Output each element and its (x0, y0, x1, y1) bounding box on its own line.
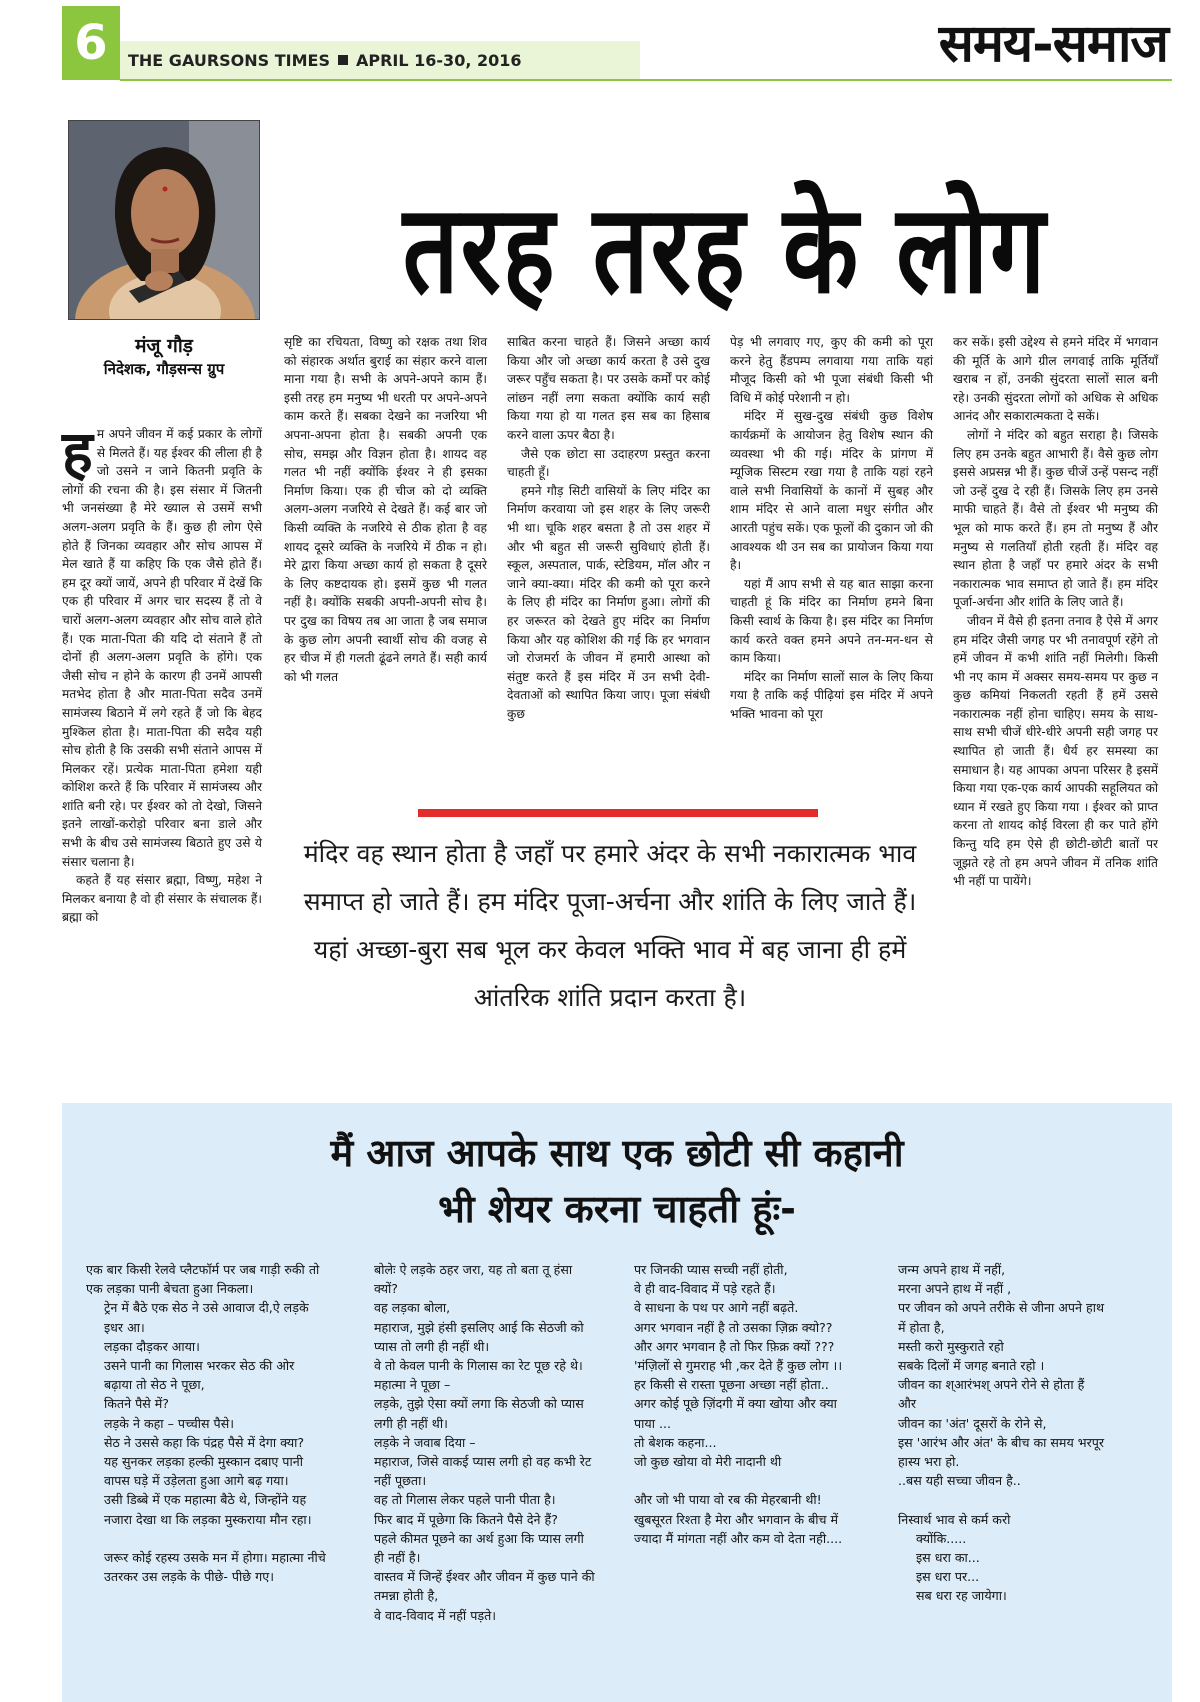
article-paragraph: साबित करना चाहते हैं। जिसने अच्छा कार्य किया और जो अच्छा कार्य करता है उसे दुख जरूर पहुँच सकता है। पर उसके कर्मों पर कोई लांछन नहीं लगा सकता क्योंकि कार्य सही किया गया हो या गलत इस सब का हिसाब करने वाला ऊपर बैठा है। (507, 335, 710, 442)
story-line: जन्म अपने हाथ में नहीं, (898, 1262, 1006, 1277)
pull-quote-bar (418, 809, 818, 817)
story-title (62, 1125, 1172, 1237)
article-column-4 (730, 333, 933, 723)
story-line: निस्वार्थ भाव से कर्म करो (898, 1511, 1011, 1527)
story-column-4 (880, 1260, 1110, 1606)
story-line: वे ही वाद-विवाद में पड़े रहते हैं। (634, 1281, 776, 1297)
story-line: खुबसूरत रिश्ता है मेरा और भगवान के बीच में (634, 1511, 839, 1527)
section-title: समय-समाज (938, 13, 1168, 74)
story-line: बोलेः ऐ लड़के ठहर जरा, यह तो बता तू हंसा क्यों? (374, 1262, 573, 1297)
story-line: लड़का दौड़कर आया। (104, 1338, 200, 1354)
story-title-line: मैं आज आपके साथ एक छोटी सी कहानी (330, 1131, 904, 1175)
story-line: लड़के ने कहा – पच्चीस पैसे। (104, 1415, 234, 1431)
story-line: मस्ती करो मुस्कुराते रहो (898, 1338, 1004, 1354)
story-line: और अगर भगवान है तो फिर फ़िक्र क्यों ??? (634, 1338, 835, 1354)
story-column-2 (356, 1260, 596, 1625)
story-line: वह लड़का बोला, (374, 1300, 451, 1316)
article-paragraph: कहते हैं यह संसार ब्रह्मा, विष्णु, महेश ने मिलकर बनाया है वो ही संसार के संचालक हैं। ब्रह्मा को (62, 873, 262, 925)
drop-cap: ह (62, 418, 93, 486)
article-column-1 (62, 418, 262, 927)
story-line: मरना अपने हाथ में नहीं , (898, 1281, 1012, 1297)
story-line (86, 1529, 326, 1548)
story-line: जीवन का 'अंत' दूसरों के रोने से, (898, 1415, 1047, 1431)
story-line: सबके दिलों में जगह बनाते रहो । (898, 1358, 1045, 1374)
story-line: अगर भगवान नहीं है तो उसका ज़िक्र क्यो?? (634, 1319, 833, 1335)
story-line: उसने पानी का गिलास भरकर सेठ की ओर बढ़ाया तो सेठ ने पूछा, (104, 1358, 295, 1393)
story-line: क्योंकि..... (916, 1530, 967, 1546)
article-paragraph: जीवन में वैसे ही इतना तनाव है ऐसे में अगर हम मंदिर जैसी जगह पर भी तनावपूर्ण रहेंगे तो हमें जीवन में कभी शांति नहीं मिलेगी। किसी भी नए काम में अक्सर समय-समय पर कुछ न कुछ कमियां निकलती रहती हैं हमें उससे नकारात्मक नहीं होना चाहिए। समय के साथ-साथ सभी चीजें धीरे-धीरे अपनी सही जगह पर स्थापित हो जाती हैं। धैर्य हर समस्या का समाधान है। यह आपका अपना परिसर है इसमें किया गया एक-एक कार्य आपकी सहूलियत को ध्यान में रखते हुए किया गया । ईश्वर को प्राप्त करना तो शायद कोई विरला ही कर पाते होंगे किन्तु यदि हम ऐसे ही छोटी-छोटी बातों पर जूझते रहे तो हम अपने जीवन में तनिक शांति भी नहीं पा पायेंगे। (953, 613, 1158, 889)
author-role: निदेशक, गौड़सन्स ग्रुप (103, 360, 225, 378)
story-column-1 (86, 1260, 326, 1586)
article-headline: तरह तरह के लोग (402, 178, 1048, 322)
page-number: 6 (62, 6, 120, 80)
article-column-3 (507, 333, 710, 723)
story-line (880, 1490, 1110, 1509)
story-line: वास्तव में जिन्हें ईश्वर और जीवन में कुछ पाने की तमन्ना होती है, (374, 1569, 595, 1604)
story-line: वह तो गिलास लेकर पहले पानी पीता है। (374, 1492, 556, 1508)
article-column-2 (284, 333, 487, 686)
story-line: पर जिनकी प्यास सच्ची नहीं होती, (634, 1262, 788, 1277)
story-line: सब धरा रह जायेगा। (916, 1588, 1007, 1604)
story-line: ट्रेन में बैठे एक सेठ ने उसे आवाज दी,ऐ लड़के इधर आ। (104, 1300, 309, 1335)
story-line: अगर कोई पूछे ज़िंदगी में क्या खोया और क्या पाया ... (634, 1396, 837, 1431)
story-line: लड़के ने जवाब दिया – (374, 1434, 476, 1450)
article-paragraph: सृष्टि का रचियता, विष्णु को रक्षक तथा शिव को संहारक अर्थात बुराई का संहार करने वाला माना गया है। सभी के अपने-अपने काम हैं। इसी तरह हम मनुष्य भी धरती पर अपने-अपने काम करते हैं। सबका देखने का नजरिया भी अपना-अपना होता है। सबकी अपनी एक सोच, समझ और विज्ञन होता है। शायद वह गलत भी नहीं क्योंकि ईश्वर ने ही इसका निर्माण किया। एक ही चीज को दो व्यक्ति अलग-अलग नजरिये से देखते हैं। कई बार जो किसी व्यक्ति के नजरिये से ठीक होता है वह शायद दूसरे व्यक्ति के नजरिये में ठीक न हो। मेरे द्वारा किया अच्छा कार्य हो सकता है दूसरे के लिए कष्टदायक हो। इसमें कुछ भी गलत नहीं है। क्योंकि सबकी अपनी-अपनी सोच है। पर दुख का विषय तब आ जाता है जब समाज के कुछ लोग अपनी स्वार्थी सोच की वजह से हर चीज में ही गलती ढूंढने लगते हैं। सही कार्य को भी गलत (284, 335, 487, 684)
issue-date: APRIL 16-30, 2016 (356, 50, 522, 70)
page-header (62, 6, 1172, 80)
story-line: जीवन का श्आरंभश् अपने रोने से होता हैं (898, 1377, 1085, 1393)
story-line: 'मंज़िलों से गुमराह भी ,कर देते हैं कुछ लोग ।। (634, 1358, 843, 1374)
publication-name: THE GAURSONS TIMES (128, 50, 330, 70)
pull-quote: मंदिर वह स्थान होता है जहाँ पर हमारे अंदर के सभी नकारात्मक भाव समाप्त हो जाते हैं। हम मंदिर पूजा-अर्चना और शांति के लिए जाते हैं। यहां अच्छा-बुरा सब भूल कर केवल भक्ति भाव में बह जाना ही हमें आंतरिक शांति प्रदान करता है। (303, 839, 917, 1012)
story-line (616, 1471, 856, 1490)
story-line: महात्मा ने पूछा – (374, 1377, 451, 1393)
article-paragraph: हम अपने जीवन में कई प्रकार के लोगों से मिलते हैं। यह ईश्वर की लीला ही है जो उसने न जाने कितनी प्रवृति के लोगों की रचना की है। इस संसार में जितनी भी जनसंख्या है मेरे ख्याल से उसमें सभी अलग-अलग प्रवृति के हैं। कुछ ही लोग ऐसे होते हैं जिनका व्यवहार और सोच आपस में मेल खाते हैं या कहिए कि एक जैसे होते हैं। हम दूर क्यों जायें, अपने ही परिवार में देखें कि एक ही परिवार में अगर चार सदस्य हैं तो वे चारों अलग-अलग व्यवहार और सोच वाले होते हैं। एक माता-पिता की यदि दो संताने हैं तो दोनों ही अलग-अलग प्रवृति के होंगे। एक जैसी सोच न होने के कारण ही उनमें आपसी मतभेद होता है और माता-पिता सदैव उनमें सामंजस्य बिठाने में लगे रहते हैं जो कि बेहद मुश्किल होता है। माता-पिता की सदैव यही सोच होती है कि उसकी सभी संताने आपस में मिलकर रहें। प्रत्येक माता-पिता हमेशा यही कोशिश करते हैं कि परिवार में सामंजस्य और शांति बनी रहे। पर ईश्वर को तो देखो, जिसने इतने लाखों-करोड़ो परिवार बना डाले और सभी के बीच उसे सामंजस्य बिठाते हुए उसे ये संसार चलाना है। (62, 418, 262, 869)
article-paragraph: यहां मैं आप सभी से यह बात साझा करना चाहती हूं कि मंदिर का निर्माण हमने बिना किसी स्वार्थ के किया है। इस मंदिर का निर्माण कार्य करते वक्त हमने अपने तन-मन-धन से काम किया। (730, 576, 933, 666)
story-line: कितने पैसे में? (104, 1396, 169, 1412)
story-line: हर किसी से रास्ता पूछना अच्छा नहीं होता.. (634, 1377, 829, 1393)
story-line: पहले कीमत पूछने का अर्थ हुआ कि प्यास लगी ही नहीं है। (374, 1530, 584, 1566)
article-paragraph: हमने गौड़ सिटी वासियों के लिए मंदिर का निर्माण करवाया जो इस शहर के लिए जरूरी भी था। चूकि शहर बसता है तो उस शहर में और भी बहुत सी जरूरी सुविधाएं होती हैं। स्कूल, अस्पताल, पार्क, स्टेडियम, मॉल और न जाने क्या-क्या। मंदिर की कमी को पूरा करने के लिए ही मंदिर का निर्माण हुआ। लोगों की हर जरूरत को देखते हुए मंदिर का निर्माण किया और यह कोशिश की गई कि हर भगवान जो रोजमर्रा के जीवन में हमारी आस्था को संतुष्ट करते हैं इस मंदिर में उन सभी देवी-देवताओं को स्थापित किया जाए। पूजा संबंधी कुछ (507, 483, 710, 721)
story-line: लड़के, तुझे ऐसा क्यों लगा कि सेठजी को प्यास लगी ही नहीं थी। (374, 1396, 584, 1431)
article-column-5 (953, 333, 1158, 891)
story-line: उसी डिब्बे में एक महात्मा बैठे थे, जिन्होंने यह नजारा देखा था कि लड़का मुस्कराया मौन रहा। (104, 1492, 312, 1527)
story-line: जो कुछ खोया वो मेरी नादानी थी (634, 1454, 782, 1470)
story-line: इस धरा का... (916, 1550, 980, 1566)
story-line: इस धरा पर... (916, 1569, 980, 1585)
article-paragraph: मंदिर में सुख-दुख संबंधी कुछ विशेष कार्यक्रमों के आयोजन हेतु विशेष स्थान की व्यवस्था भी की गई। मंदिर के प्रांगण में म्यूजिक सिस्टम रखा गया है ताकि यहां रहने वाले सभी निवासियों के कानों में सुबह और शाम मंदिर से आने वाला मधुर संगीत और आरती पहुंच सकें। एक फूलों की दुकान जो की आवश्यक थी उन सब का प्रायोजन किया गया है। (730, 409, 933, 573)
article-paragraph: जैसे एक छोटा सा उदाहरण प्रस्तुत करना चाहती हूँ। (507, 446, 710, 480)
story-line: ज्यादा मैं मांगता नहीं और कम वो देता नही.... (634, 1530, 843, 1546)
article-paragraph: कर सकें। इसी उद्देश्य से हमने मंदिर में भगवान की मूर्ति के आगे ग्रील लगवाई ताकि मूर्तियाँ खराब न हों, उनकी सुंदरता सालों साल बनी रहे। उनकी सुंदरता लोगों को अधिक से अधिक आनंद और सकारात्मकता दे सकें। (953, 335, 1158, 424)
article-paragraph: लोगों ने मंदिर को बहुत सराहा है। जिसके लिए हम उनके बहुत आभारी हैं। वैसे कुछ लोग इससे अप्रसन्न भी हैं। कुछ चीजें उन्हें पसन्द नहीं जो उन्हें दुख दे रही हैं। जिसके लिए हम उनसे माफी चाहते हैं। वैसे तो ईश्वर भी मनुष्य की भूल को माफ करते हैं। हम तो मनुष्य हैं और मनुष्य से गलतियाँ होती रहती हैं। मंदिर वह स्थान होता है जहाँ पर हमारे अंदर के सभी नकारात्मक भाव समाप्त हो जाते हैं। हम मंदिर पूर्जा-अर्चना और शांति के लिए जाते हैं। (953, 427, 1158, 610)
story-line: ..बस यही सच्चा जीवन है.. (898, 1473, 1021, 1489)
story-line: वे तो केवल पानी के गिलास का रेट पूछ रहे थे। (374, 1358, 583, 1374)
story-line: जरूर कोई रहस्य उसके मन में होगा। महात्मा नीचे उतरकर उस लड़के के पीछे- पीछे गए। (104, 1550, 326, 1585)
story-line: यह सुनकर लड़का हल्की मुस्कान दबाए पानी वापस घड़े में उड़ेलता हुआ आगे बढ़ गया। (104, 1454, 303, 1489)
story-line: महाराज, मुझे हंसी इसलिए आई कि सेठजी को प्यास तो लगी ही नहीं थी। (374, 1319, 584, 1354)
author-photo (68, 120, 260, 320)
masthead-strip (120, 41, 640, 79)
story-line: वे वाद-विवाद में नहीं पड़ते। (374, 1607, 497, 1623)
author-name: मंजू गौड़ (135, 335, 193, 357)
story-column-3 (616, 1260, 856, 1548)
article-paragraph: मंदिर का निर्माण सालों साल के लिए किया गया है ताकि कई पीढ़ियां इस मंदिर में अपने भक्ति भावना को पूरा (730, 669, 933, 721)
story-line: इस 'आरंभ और अंत' के बीच का समय भरपूर हास्य भरा हो. (898, 1434, 1105, 1470)
story-line: एक बार किसी रेलवे प्लैटफॉर्म पर जब गाड़ी रुकी तो एक लड़का पानी बेचता हुआ निकला। (86, 1262, 320, 1297)
story-line: पर जीवन को अपने तरीके से जीना अपने हाथ में होता है, (898, 1300, 1105, 1335)
story-line: और (898, 1396, 917, 1412)
story-line: और जो भी पाया वो रब की मेहरबानी थी! (634, 1492, 822, 1508)
story-line: वे साधना के पथ पर आगे नहीं बढ़ते. (634, 1300, 799, 1316)
story-line: महाराज, जिसे वाकई प्यास लगी हो वह कभी रेट नहीं पूछता। (374, 1454, 592, 1489)
story-title-line: भी शेयर करना चाहती हूंः- (438, 1187, 796, 1231)
article-paragraph: पेड़ भी लगवाए गए, कुए की कमी को पूरा करने हेतु हैंडपम्प लगवाया गया ताकि यहां मौजूद किसी को भी पूजा संबंधी किसी भी विधि में कोई परेशानी न हो। (730, 335, 933, 405)
square-bullet-icon (338, 55, 348, 65)
story-line: सेठ ने उससे कहा कि पंद्रह पैसे में देगा क्या? (104, 1434, 305, 1450)
story-line: तो बेशक कहना... (634, 1434, 717, 1450)
header-divider (120, 79, 1172, 81)
story-line: फिर बाद में पूछेगा कि कितने पैसे देने हैं? (374, 1511, 558, 1527)
